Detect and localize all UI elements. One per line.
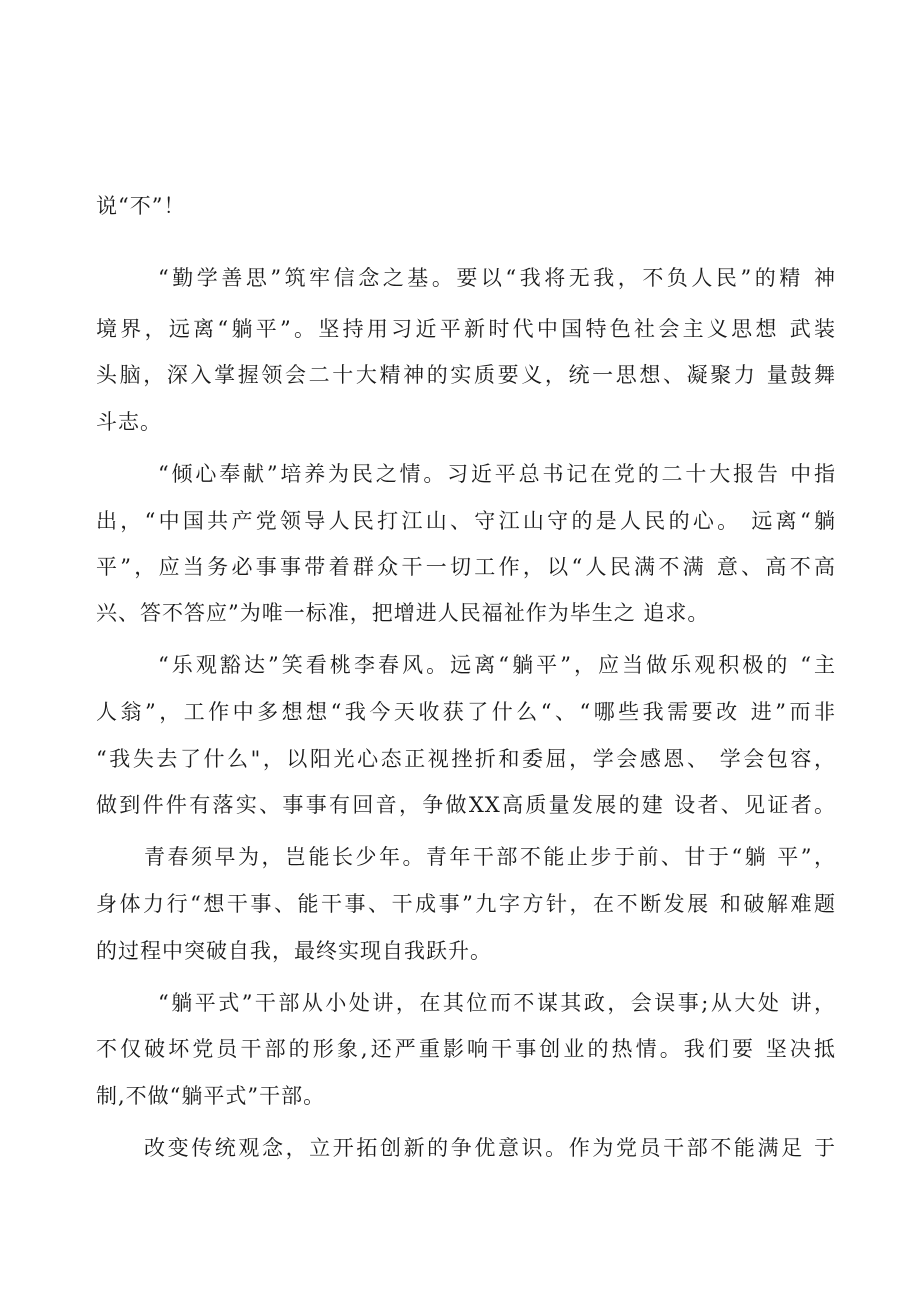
text-line: 的过程中突破自我，最终实现自我跃升。 [96,939,492,963]
text-line: “乐观豁达”笑看桃李春风。远离“躺平”，应当做乐观积极的 “主 [158,653,836,677]
text-line: 身体力行“想干事、能干事、干成事”九字方针，在不断发展 和破解难题 [96,892,836,916]
text-line: 出，“中国共产党领导人民打江山、守江山守的是人民的心。 远离“躺 [96,509,836,533]
text-line: 做到件件有落实、事事有回音，争做XX高质量发展的建 设者、见证者。 [96,793,836,817]
text-line: “躺平式”干部从小处讲，在其位而不谋其政，会误事;从大处 讲， [158,991,836,1015]
text-line: 青春须早为，岂能长少年。青年干部不能止步于前、甘于“躺 平”， [144,845,836,869]
text-line: 平”，应当务必事事带着群众干一切工作，以“人民满不满 意、高不高 [96,555,836,579]
text-line: 斗志。 [96,410,162,434]
text-line: 头脑，深入掌握领会二十大精神的实质要义，统一思想、凝聚力 量鼓舞 [96,363,836,387]
text-line: 人翁”，工作中多想想“我今天收获了什么“、“哪些我需要改 进”而非 [96,700,836,724]
text-line: “勤学善思”筑牢信念之基。要以“我将无我，不负人民”的精 神 [158,266,836,290]
text-line: 境界，远离“躺平”。坚持用习近平新时代中国特色社会主义思想 武装 [96,317,836,341]
text-line: 不仅破坏党员干部的形象,还严重影响干事创业的热情。我们要 坚决抵 [96,1037,836,1061]
text-line: “我失去了什么"，以阳光心态正视挫折和委屈，学会感恩、 学会包容， [96,747,836,771]
text-line: 兴、答不答应”为唯一标准，把增进人民福祉作为毕生之 追求。 [96,601,710,625]
text-line: 改变传统观念，立开拓创新的争优意识。作为党员干部不能满足 于 [144,1136,836,1160]
text-line: “倾心奉献”培养为民之情。习近平总书记在党的二十大报告 中指 [158,462,836,486]
text-line: 说“不”！ [96,194,186,218]
text-line: 制,不做“躺平式”干部。 [96,1084,326,1108]
